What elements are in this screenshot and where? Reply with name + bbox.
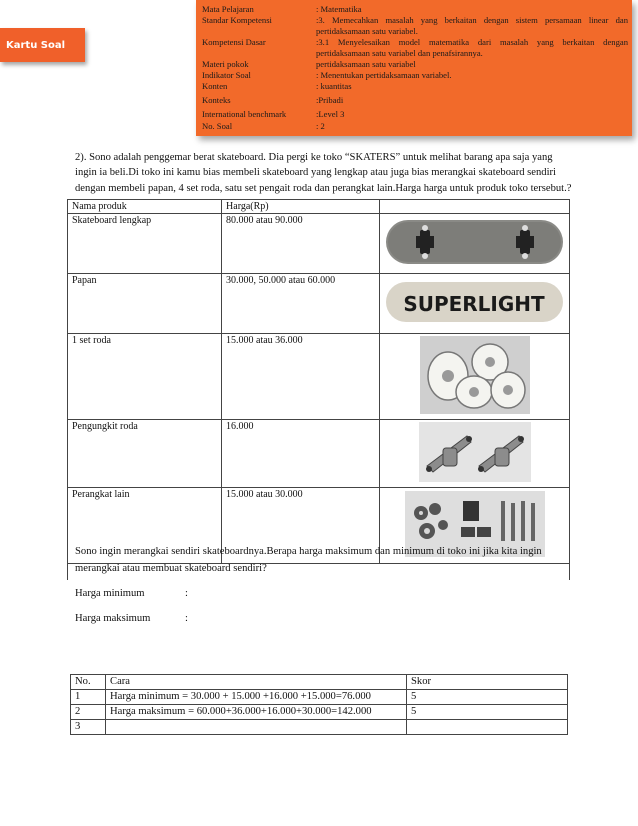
answer-min-sep: : xyxy=(185,588,188,599)
answer-max-sep: : xyxy=(185,613,188,624)
answer-max-label: Harga maksimum xyxy=(75,613,151,624)
trucks-image xyxy=(380,420,570,488)
product-price: 15.000 atau 36.000 xyxy=(222,334,380,420)
answer-max xyxy=(75,610,565,627)
deck-image xyxy=(380,274,570,334)
header-method: Cara xyxy=(106,675,407,690)
skateboard-image xyxy=(380,214,570,274)
answer-min xyxy=(75,585,565,602)
table-row xyxy=(71,705,568,720)
product-price: 80.000 atau 90.000 xyxy=(222,214,380,274)
score-table-header xyxy=(71,675,568,690)
question-info-header: Mata Pelajaran : Matematika Standar Kompetensi :3. Memecahkan masalah yang berkaitan dengan sistem persamaan linear dan pertidaksamaan satu variabel. Kompetensi Dasar :3.1 Menyelesaikan model matematika dari masalah yang berkaitan dengan pertidaksamaan satu variabel dan penafsirannya. Materi pokok pertidaksamaan satu variabel Indikator Soal : Menentukan pertidaksamaan variabel. Konten : kuantitas Konteks :Pribadi International benchmark :Level 3 No. Soal : 2 xyxy=(196,0,632,136)
score-table xyxy=(70,674,568,735)
answer-min-label: Harga minimum xyxy=(75,588,145,599)
row-no: 1 xyxy=(71,690,106,705)
prompt-text: Sono ingin merangkai sendiri skateboardnya.Berapa harga maksimum dan minimum di toko ini jika kita ingin merangkai atau membuat skateboard sendiri? xyxy=(75,546,542,574)
table-row xyxy=(71,720,568,735)
product-table-header xyxy=(68,200,570,214)
row-score: 5 xyxy=(407,690,568,705)
row-method xyxy=(106,720,407,735)
header-score: Skor xyxy=(407,675,568,690)
row-method: Harga maksimum = 60.000+36.000+16.000+30.000=142.000 xyxy=(106,705,407,720)
question-text: 2). Sono adalah penggemar berat skateboard. Dia pergi ke toko “SKATERS” untuk melihat barang apa saja yang ingin ia beli.Di toko ini kamu bias membeli skateboard yang lengkap atau juga bias merangkai skateboard sendiri dengan membeli papan, 4 set roda, satu set pengait roda dan perangkat lain.Harga harga untuk produk toko tersebut.? xyxy=(75,152,572,194)
table-row xyxy=(68,420,570,488)
row-no: 2 xyxy=(71,705,106,720)
table-row xyxy=(71,690,568,705)
product-table xyxy=(67,199,570,580)
header-price: Harga(Rp) xyxy=(222,200,380,214)
product-name: Pengungkit roda xyxy=(68,420,222,488)
deck-print-text: SUPERLIGHT xyxy=(403,292,545,316)
row-score: 5 xyxy=(407,705,568,720)
product-price: 15.000 atau 30.000 xyxy=(222,488,380,564)
product-price: 30.000, 50.000 atau 60.000 xyxy=(222,274,380,334)
header-image xyxy=(380,200,570,214)
wheels-image xyxy=(380,334,570,420)
row-score xyxy=(407,720,568,735)
row-method: Harga minimum = 30.000 + 15.000 +16.000 +15.000=76.000 xyxy=(106,690,407,705)
header-no: No. xyxy=(71,675,106,690)
product-name: 1 set roda xyxy=(68,334,222,420)
table-row xyxy=(68,214,570,274)
row-no: 3 xyxy=(71,720,106,735)
product-name: Skateboard lengkap xyxy=(68,214,222,274)
table-row xyxy=(68,274,570,334)
header-product-name: Nama produk xyxy=(68,200,222,214)
table-row xyxy=(68,334,570,420)
product-price: 16.000 xyxy=(222,420,380,488)
card-label: Kartu Soal xyxy=(0,28,85,62)
product-name: Papan xyxy=(68,274,222,334)
product-name: Perangkat lain xyxy=(68,488,222,564)
